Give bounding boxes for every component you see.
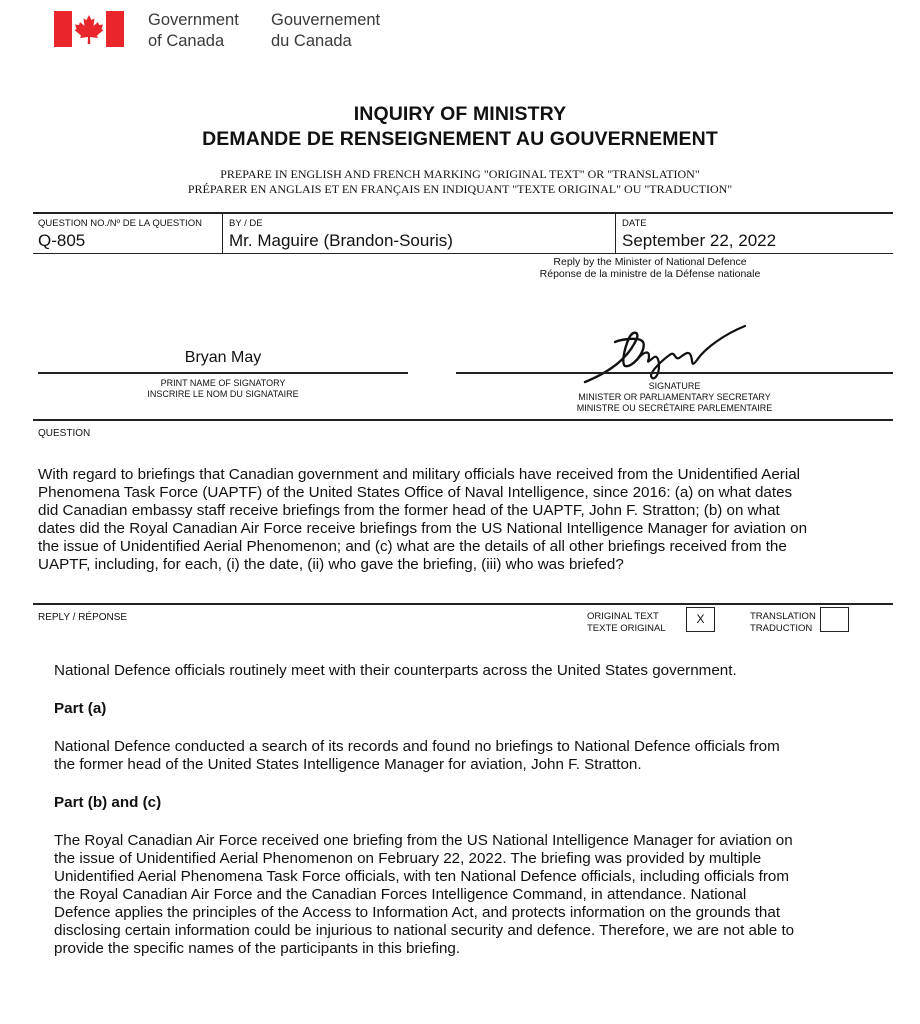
signatory-name-line: [38, 372, 408, 374]
meta-divider-2: [615, 213, 616, 253]
print-name-label-fr: INSCRIRE LE NOM DU SIGNATAIRE: [147, 389, 299, 399]
question-label: QUESTION: [38, 428, 91, 439]
date-label: DATE: [622, 218, 647, 229]
translation-label-fr: TRADUCTION: [750, 623, 813, 634]
question-line: did Canadian embassy staff receive briefings from the former head of the UAPTF, John F. Stratton; (b) on what: [38, 502, 780, 519]
question-text: [38, 466, 888, 574]
meta-top-rule: [33, 212, 893, 214]
meta-divider-1: [222, 213, 223, 253]
date-value: September 22, 2022: [622, 231, 777, 250]
by-value: Mr. Maguire (Brandon-Souris): [229, 231, 453, 250]
original-text-label-en: ORIGINAL TEXT: [587, 611, 659, 622]
government-of-canada-en: [148, 10, 239, 52]
gov-en-line1: Government: [148, 11, 239, 29]
question-line: dates did the Royal Canadian Air Force receive briefings from the US National Intelligence Manager for aviation on: [38, 520, 808, 537]
reply-by-en: Reply by the Minister of National Defence: [553, 256, 747, 268]
signature-label: SIGNATURE: [648, 381, 701, 391]
instructions-en: PREPARE IN ENGLISH AND FRENCH MARKING "ORIGINAL TEXT" OR "TRANSLATION": [220, 167, 700, 181]
reply-by-fr: Réponse de la ministre de la Défense nationale: [539, 268, 761, 280]
signatory-name: Bryan May: [184, 349, 262, 366]
gov-fr-line2: du Canada: [271, 32, 352, 50]
gov-fr-line1: Gouvernement: [271, 11, 381, 29]
canada-flag-icon: [54, 11, 124, 47]
translation-checkbox[interactable]: [820, 607, 849, 632]
question-no-value: Q-805: [38, 231, 86, 250]
part-bc-line: The Royal Canadian Air Force received one briefing from the US National Intelligence Manager for aviation on: [54, 832, 793, 849]
original-text-label-fr: TEXTE ORIGINAL: [587, 623, 666, 634]
instructions-fr: PRÉPARER EN ANGLAIS ET EN FRANÇAIS EN INDIQUANT "TEXTE ORIGINAL" OU "TRADUCTION": [187, 182, 733, 196]
question-line: With regard to briefings that Canadian government and military officials have received from the Unidentified Aerial: [38, 466, 801, 483]
reply-top-rule: [33, 603, 893, 605]
original-text-checkbox[interactable]: X: [686, 607, 715, 632]
part-a-heading: Part (a): [54, 700, 107, 717]
gov-en-line2: of Canada: [148, 32, 225, 50]
title-line2: DEMANDE DE RENSEIGNEMENT AU GOUVERNEMENT: [202, 128, 718, 150]
translation-label-en: TRANSLATION: [750, 611, 816, 622]
title-line1: INQUIRY OF MINISTRY: [353, 103, 567, 125]
part-a-line: National Defence conducted a search of its records and found no briefings to National Defence officials from: [54, 738, 780, 755]
part-bc-line: disclosing certain information could be injurious to national security and defence. Therefore, we are not able to: [54, 922, 795, 939]
question-no-label: QUESTION NO./Nº DE LA QUESTION: [38, 218, 202, 229]
part-a-line: the former head of the United States Intelligence Manager for aviation, John F. Stratton.: [54, 756, 642, 773]
minister-label-fr: MINISTRE OU SECRÉTAIRE PARLEMENTAIRE: [576, 403, 773, 413]
part-bc-line: the issue of Unidentified Aerial Phenomenon on February 22, 2022. The briefing was provided by multiple: [54, 850, 762, 867]
part-bc-text: [54, 832, 894, 958]
part-bc-line: provide the specific names of the participants in this briefing.: [54, 940, 461, 957]
signature-line: [456, 372, 893, 374]
part-bc-heading: Part (b) and (c): [54, 794, 162, 811]
government-of-canada-fr: [271, 10, 380, 52]
by-label: BY / DE: [229, 218, 263, 229]
part-bc-line: Defence applies the principles of the Access to Information Act, and protects information on the grounds that: [54, 904, 781, 921]
part-a-text: [54, 738, 894, 774]
question-line: Phenomena Task Force (UAPTF) of the United States Office of Naval Intelligence, since 2016: (a) on what dates: [38, 484, 793, 501]
question-line: UAPTF, including, for each, (i) the date, (ii) who gave the briefing, (iii) who was briefed?: [38, 556, 624, 573]
print-name-label-en: PRINT NAME OF SIGNATORY: [160, 378, 286, 388]
question-top-rule: [33, 419, 893, 421]
question-line: the issue of Unidentified Aerial Phenomenon; and (c) what are the details of all other briefings received from the: [38, 538, 787, 555]
minister-label-en: MINISTER OR PARLIAMENTARY SECRETARY: [578, 392, 771, 402]
reply-label: REPLY / RÉPONSE: [38, 612, 128, 623]
part-bc-line: Unidentified Aerial Phenomena Task Force officials, with ten National Defence officials, including officials from: [54, 868, 790, 885]
meta-bottom-rule: [33, 253, 893, 254]
reply-intro: National Defence officials routinely meet with their counterparts across the United States government.: [54, 662, 737, 679]
signature-image: [575, 320, 755, 390]
part-bc-line: the Royal Canadian Air Force and the Canadian Forces Intelligence Command, in attendance. National: [54, 886, 747, 903]
